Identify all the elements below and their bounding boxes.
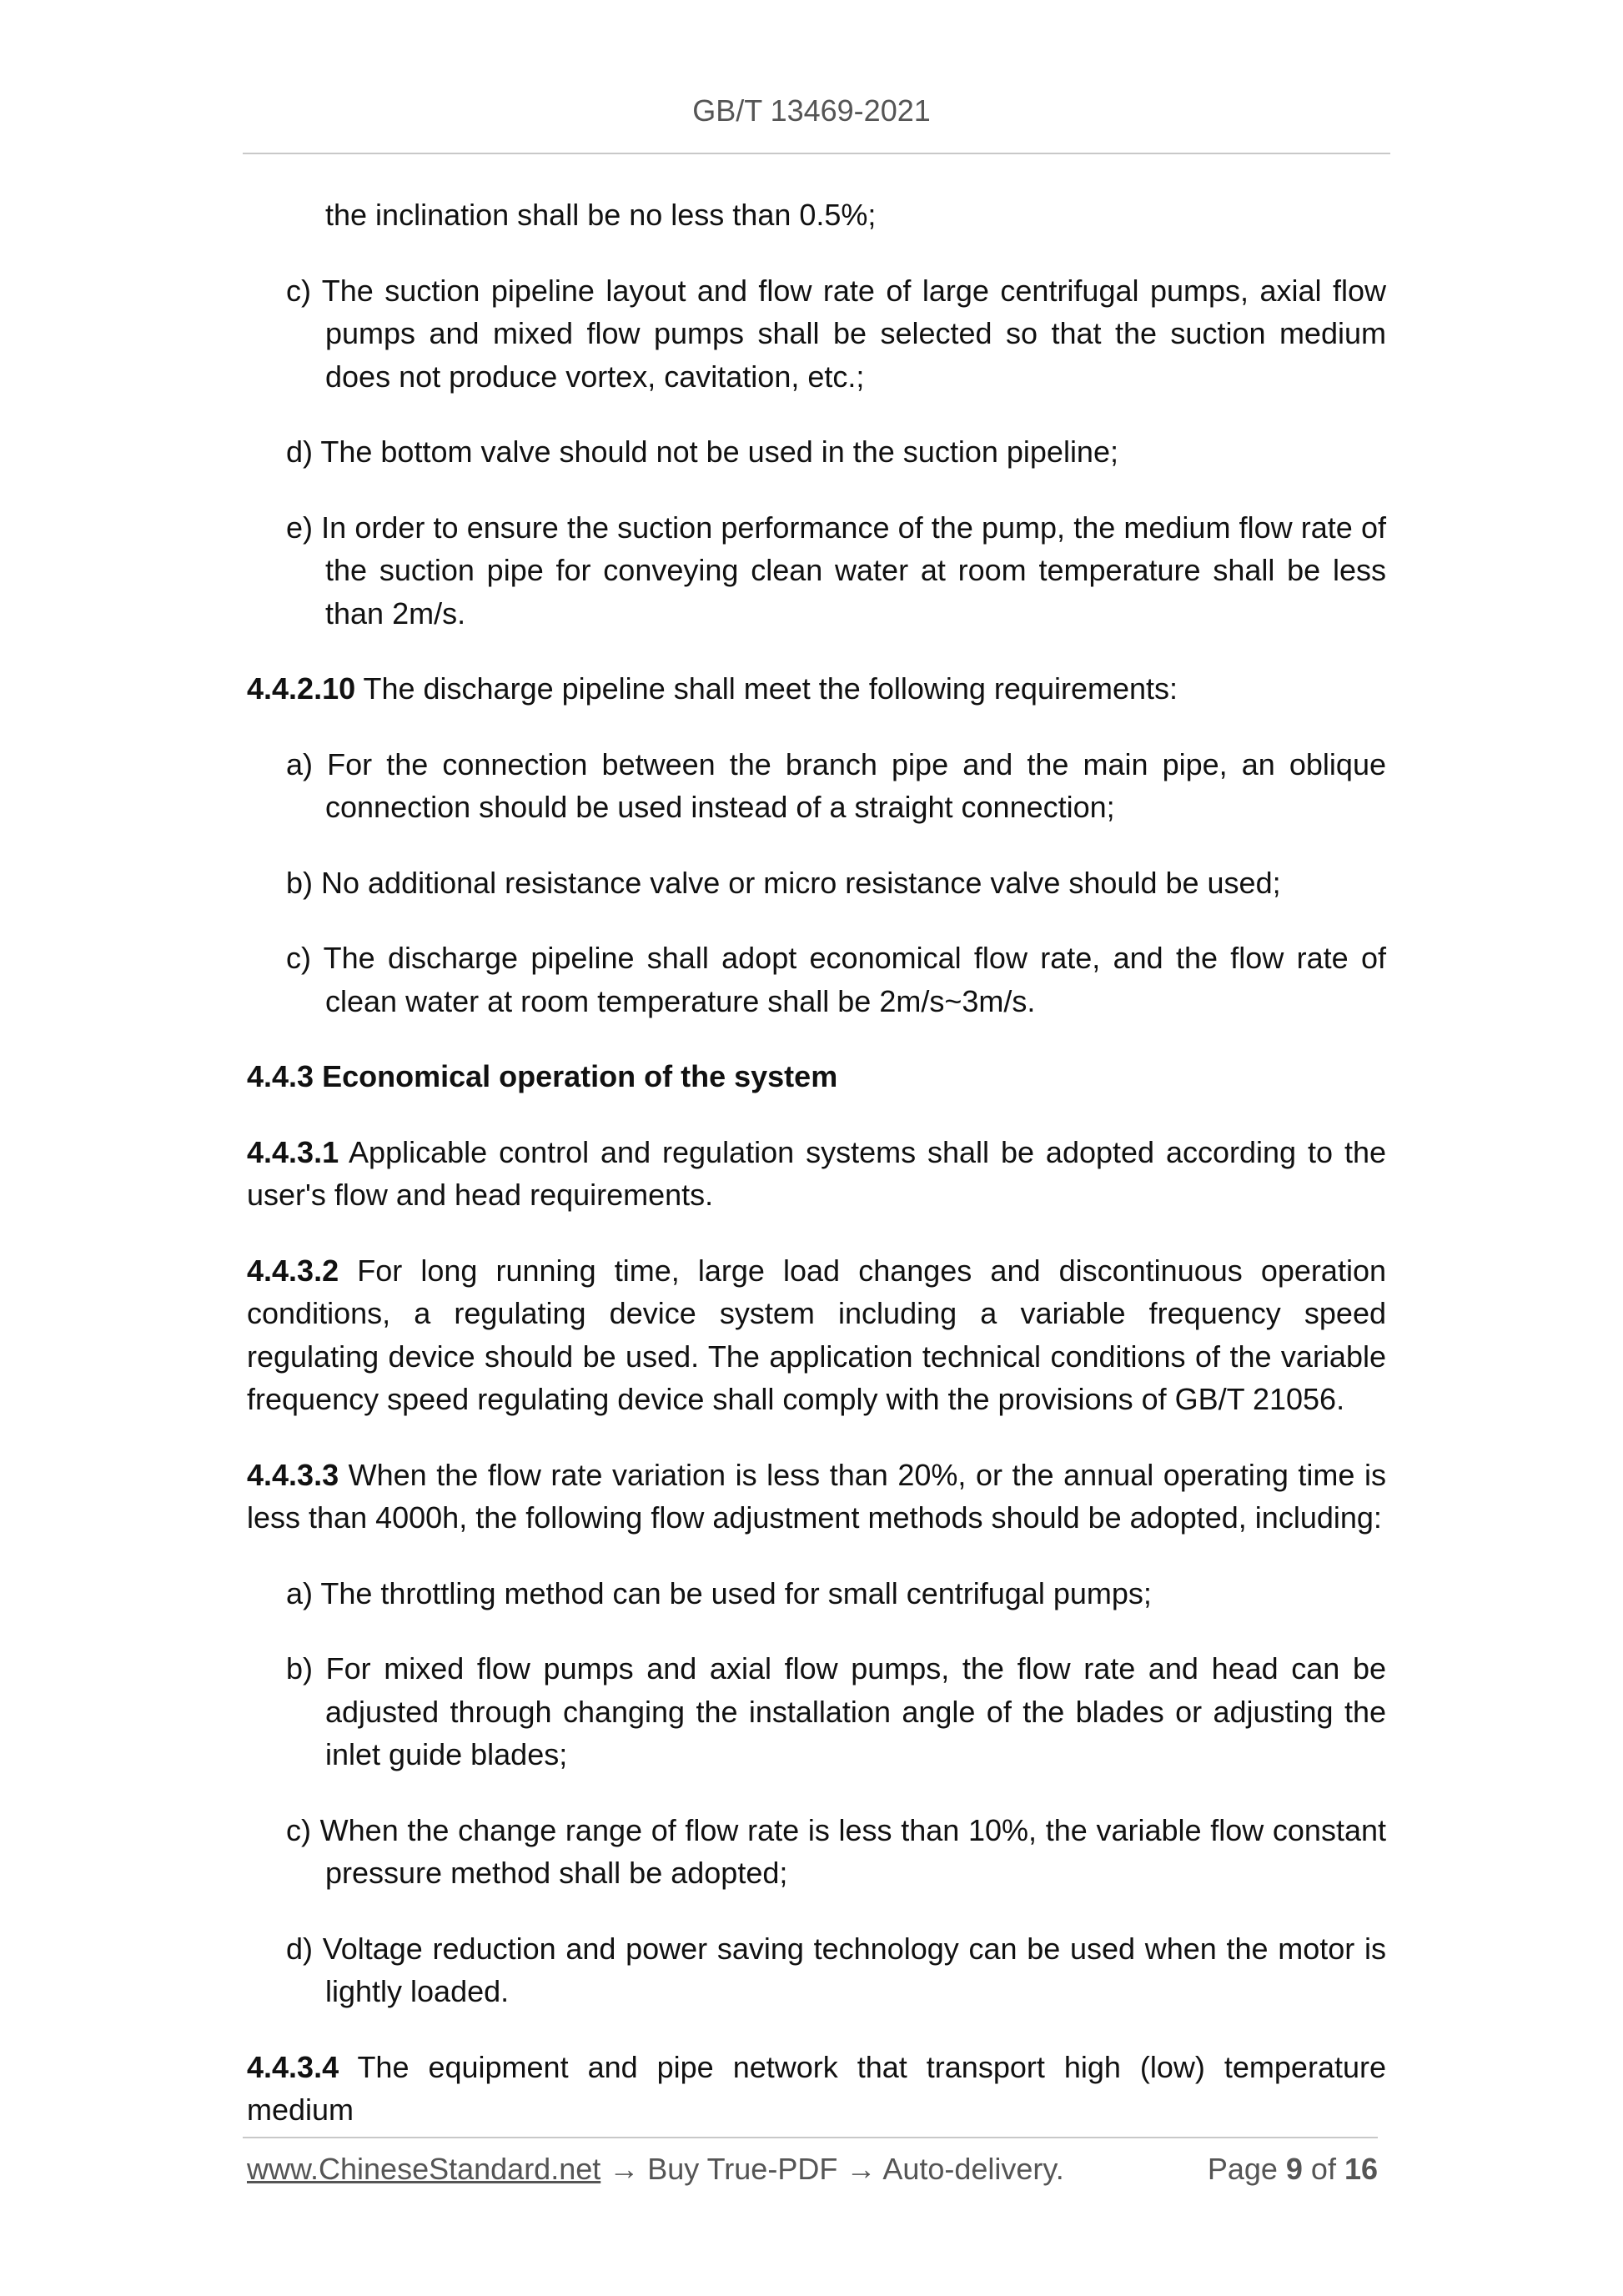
clause-number: 4.4.3 Economical operation of the system <box>247 1059 838 1093</box>
paragraph <box>247 1249 1386 1421</box>
clause-number: 4.4.3.2 <box>247 1253 339 1288</box>
paragraph-text: d) The bottom valve should not be used in the suction pipeline; <box>286 435 1118 469</box>
list-item <box>247 1647 1386 1776</box>
paragraph <box>247 1454 1386 1540</box>
website-link[interactable]: www.ChineseStandard.net <box>247 2152 601 2186</box>
clause-number: 4.4.3.3 <box>247 1457 339 1492</box>
list-item <box>247 269 1386 399</box>
paragraph-text: When the flow rate variation is less than 20%, or the annual operating time is less than 4000h, the following flow adjustment methods should be adopted, including: <box>247 1457 1386 1535</box>
page-header-title: GB/T 13469-2021 <box>692 93 931 128</box>
paragraph <box>247 2046 1386 2132</box>
paragraph <box>247 1055 1386 1098</box>
paragraph-text: The equipment and pipe network that transport high (low) temperature medium <box>247 2049 1386 2127</box>
clause-number: 4.4.2.10 <box>247 671 356 706</box>
paragraph <box>247 1131 1386 1217</box>
paragraph <box>247 667 1386 711</box>
total-pages-number: 16 <box>1344 2152 1378 2186</box>
footer-promo-text: → Buy True-PDF → Auto-delivery. <box>600 2152 1064 2186</box>
clause-number: 4.4.3.4 <box>247 2049 339 2084</box>
current-page-number: 9 <box>1285 2152 1303 2186</box>
list-item <box>247 506 1386 636</box>
header-divider <box>243 153 1390 154</box>
paragraph-text: b) No additional resistance valve or micro resistance valve should be used; <box>286 865 1281 900</box>
page-indicator <box>1208 2152 1378 2187</box>
footer-divider <box>243 2137 1378 2138</box>
paragraph-text: c) The discharge pipeline shall adopt economical flow rate, and the flow rate of clean water at room temperature shall be 2m/s~3m/s. <box>286 941 1386 1018</box>
paragraph-text: For long running time, large load changes and discontinuous operation conditions, a regulating device system including a variable frequency speed regulating device should be used. The application technical conditions of the variable frequency speed regulating device shall comply with the provisions of GB/T 21056. <box>247 1253 1386 1416</box>
list-item <box>247 430 1386 474</box>
paragraph-text: d) Voltage reduction and power saving technology can be used when the motor is lightly loaded. <box>286 1931 1386 2008</box>
of-label: of <box>1302 2152 1344 2186</box>
paragraph-text: e) In order to ensure the suction performance of the pump, the medium flow rate of the suction pipe for conveying clean water at room temperature shall be less than 2m/s. <box>286 510 1386 631</box>
list-item <box>247 1927 1386 2013</box>
paragraph-text: c) When the change range of flow rate is less than 10%, the variable flow constant pressure method shall be adopted; <box>286 1812 1386 1890</box>
paragraph <box>247 193 1386 237</box>
page-label: Page <box>1207 2152 1286 2186</box>
paragraph-text: c) The suction pipeline layout and flow rate of large centrifugal pumps, axial flow pumps and mixed flow pumps shall be selected so that the suction medium does not produce vortex, cavitation, etc.; <box>286 273 1386 394</box>
paragraph-text: Applicable control and regulation systems shall be adopted according to the user's flow and head requirements. <box>247 1134 1386 1212</box>
paragraph-text: a) The throttling method can be used for small centrifugal pumps; <box>286 1575 1152 1610</box>
footer-left <box>247 2152 1064 2187</box>
paragraph-text: a) For the connection between the branch pipe and the main pipe, an oblique connection should be used instead of a straight connection; <box>286 746 1386 824</box>
list-item <box>247 937 1386 1022</box>
list-item <box>247 862 1386 905</box>
list-item <box>247 1572 1386 1615</box>
clause-number: 4.4.3.1 <box>247 1134 339 1169</box>
list-item <box>247 743 1386 829</box>
paragraph-text: The discharge pipeline shall meet the following requirements: <box>355 671 1178 706</box>
list-item <box>247 1809 1386 1895</box>
paragraph-text: the inclination shall be no less than 0.5%; <box>325 198 877 232</box>
paragraph-text: b) For mixed flow pumps and axial flow pumps, the flow rate and head can be adjusted through changing the installation angle of the blades or adjusting the inlet guide blades; <box>286 1651 1386 1771</box>
document-body <box>247 193 1386 2164</box>
